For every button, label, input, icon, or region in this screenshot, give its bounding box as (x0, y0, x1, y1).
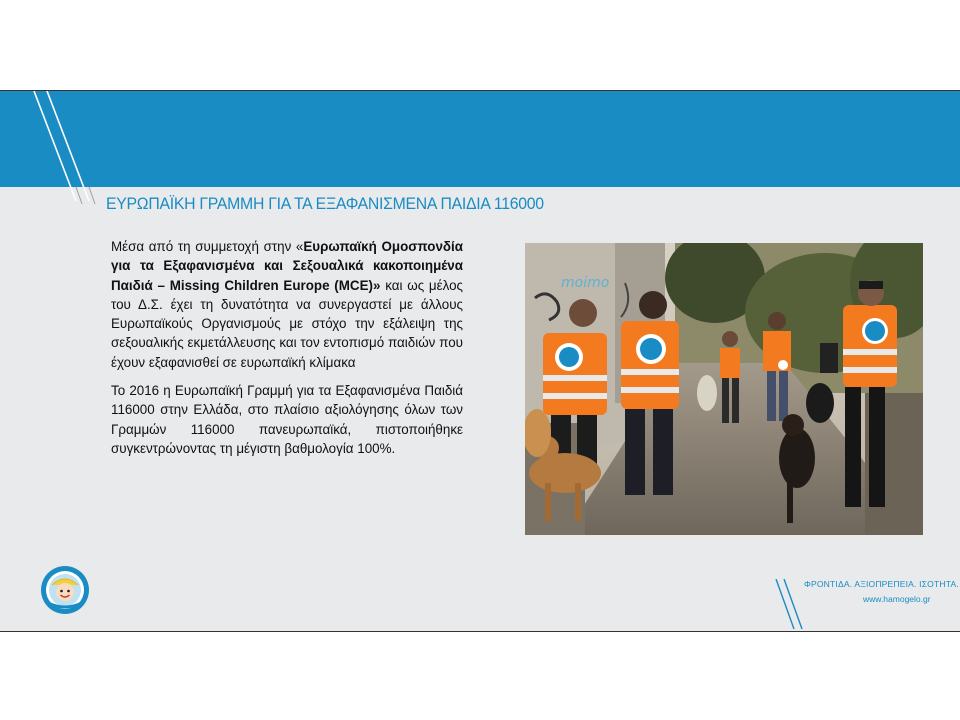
body-text (111, 237, 463, 467)
paragraph-mce (111, 237, 463, 372)
hamogelo-logo (40, 565, 90, 615)
footer-tagline: ΦΡΟΝΤΙΔΑ. ΑΞΙΟΠΡΕΠΕΙΑ. ΙΣΟΤΗΤΑ. (804, 579, 959, 589)
footer-decorative-lines (774, 579, 804, 631)
paragraph-rest: και ως μέλος του Δ.Σ. έχει τη δυνατότητα να συνεργαστεί με άλλους Ευρωπαϊκούς Οργανισμούς με στόχο την εξάλειψη της σεξουαλικής εκμετάλλευσης και τον εντοπισμό παιδιών που έχουν εξαφανισθεί σε ευρωπαϊκή κλίμακα (111, 277, 463, 370)
slide-title: ΕΥΡΩΠΑΪΚΗ ΓΡΑΜΜΗ ΓΙΑ ΤΑ ΕΞΑΦΑΝΙΣΜΕΝΑ ΠΑΙΔΙΑ 116000 (106, 194, 544, 213)
volunteers-with-dogs-photo (525, 243, 923, 535)
header-banner (0, 91, 960, 187)
paragraph-bold-organization: Ευρωπαϊκή Ομοσπονδία για τα Εξαφανισμένα και Σεξουαλικά κακοποιημένα Παιδιά – Missing Children Europe (MCE)» (111, 239, 463, 293)
decorative-diagonal-lines (0, 91, 120, 221)
paragraph-intro: Μέσα από τη συμμετοχή στην « (111, 239, 304, 254)
slide (0, 90, 960, 632)
paragraph-116000: Το 2016 η Ευρωπαϊκή Γραμμή για τα Εξαφανισμένα Παιδιά 116000 στην Ελλάδα, στο πλαίσιο αξιολόγησης όλων των Γραμμών 116000 πανευρωπαϊκά, πιστοποιήθηκε συγκεντρώνοντας τη μέγιστη βαθμολογία 100%. (111, 383, 463, 456)
footer-url: www.hamogelo.gr (863, 594, 931, 604)
wall-graffiti-text: moimo (561, 275, 610, 291)
